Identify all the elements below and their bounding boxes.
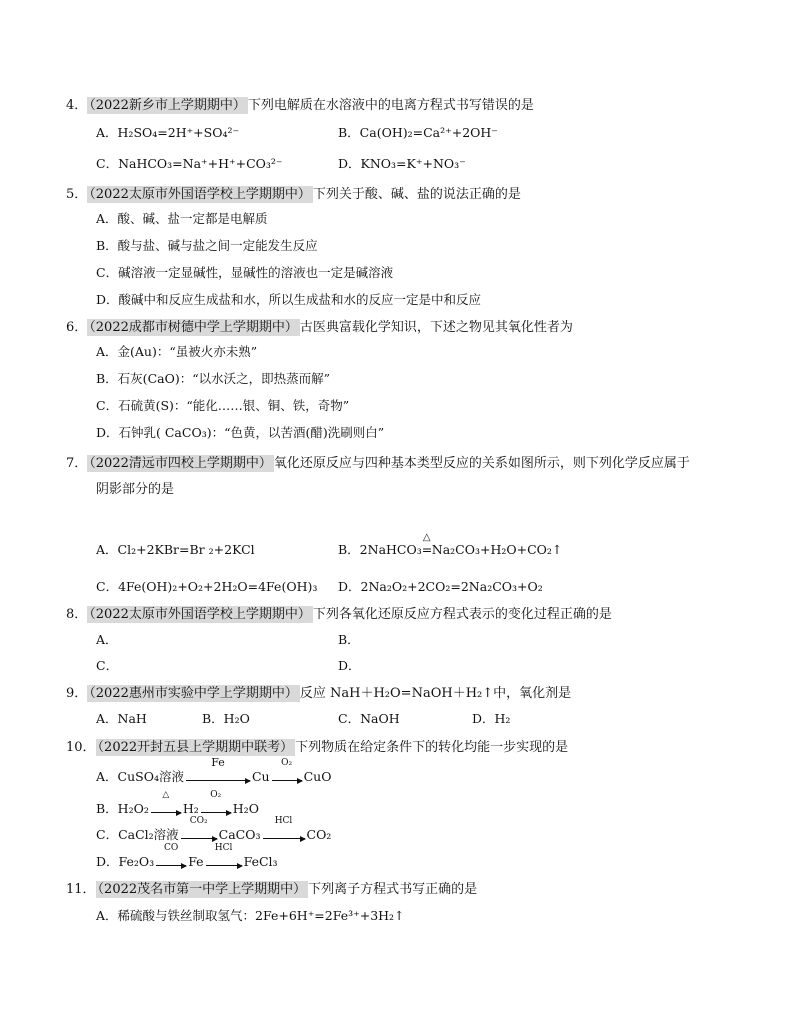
- question-source: （2022开封五县上学期期中联考）: [97, 740, 294, 755]
- reaction-arrow: O₂: [199, 801, 233, 816]
- question-9-stem: 9． （2022惠州市实验中学上学期期中） 反应 NaH＋H₂O=NaOH＋H₂↑中，氧化剂是: [66, 686, 572, 701]
- question-source: （2022惠州市实验中学上学期期中）: [89, 686, 298, 701]
- option-a: A．NaH: [96, 711, 147, 726]
- option-b: B．H₂O: [202, 711, 250, 726]
- reaction-arrow: HCl: [204, 854, 244, 869]
- option-c: C．NaHCO₃=Na⁺+H⁺+CO₃²⁻: [96, 156, 283, 171]
- question-source: （2022茂名市第一中学上学期期中）: [97, 882, 307, 897]
- option-b: B．2NaHCO₃ △ =Na₂CO₃+H₂O+CO₂↑: [338, 532, 563, 557]
- option-c: C．NaOH: [338, 711, 400, 726]
- option-c: C．: [96, 658, 119, 673]
- option-d: D．酸碱中和反应生成盐和水，所以生成盐和水的反应一定是中和反应: [96, 292, 482, 307]
- option-b: B．酸与盐、碱与盐之间一定能发生反应: [96, 238, 318, 253]
- question-source: （2022成都市树德中学上学期期中）: [89, 320, 298, 335]
- option-c: C．CaCl₂溶液 CO₂ CaCO₃ HCl CO₂: [96, 816, 332, 842]
- reaction-arrow: HCl: [261, 827, 307, 842]
- reaction-arrow: Fe: [184, 769, 252, 784]
- question-5-stem: 5． （2022太原市外国语学校上学期期中） 下列关于酸、碱、盐的说法正确的是: [66, 187, 521, 202]
- option-b: B．: [338, 632, 360, 647]
- option-c: C．4Fe(OH)₂+O₂+2H₂O=4Fe(OH)₃: [96, 579, 318, 594]
- reaction-arrow: △: [149, 801, 183, 816]
- option-a: A．金(Au)：“虽被火亦未熟”: [96, 344, 258, 359]
- option-d: D．: [338, 658, 361, 673]
- heat-equals-sign: △ =: [421, 532, 433, 557]
- option-c: C．石硫黄(S)：“能化……银、铜、铁，奇物”: [96, 398, 350, 413]
- question-source: （2022清远市四校上学期期中）: [89, 456, 272, 471]
- reaction-arrow: CO: [154, 854, 188, 869]
- option-a: A．酸、碱、盐一定都是电解质: [96, 211, 268, 226]
- question-4-stem: 4． （2022新乡市上学期期中） 下列电解质在水溶液中的电离方程式书写错误的是: [66, 98, 534, 113]
- option-d: D．Fe₂O₃ CO Fe HCl FeCl₃: [96, 843, 278, 869]
- option-a: A．: [96, 632, 118, 647]
- option-d: D．2Na₂O₂+2CO₂=2Na₂CO₃+O₂: [338, 579, 543, 594]
- reaction-arrow: O₂: [270, 769, 304, 784]
- question-7-stem: 7． （2022清远市四校上学期期中） 氧化还原反应与四种基本类型反应的关系如图所示，则下列化学反应属于: [66, 456, 690, 471]
- option-a: A．H₂SO₄=2H⁺+SO₄²⁻: [96, 125, 240, 140]
- option-a: A．CuSO₄溶液 Fe Cu O₂ CuO: [96, 756, 332, 784]
- question-7-stem-cont: 阴影部分的是: [96, 482, 175, 497]
- question-source: （2022太原市外国语学校上学期期中）: [89, 607, 311, 622]
- option-d: D．KNO₃=K⁺+NO₃⁻: [338, 156, 466, 171]
- question-source: （2022太原市外国语学校上学期期中）: [89, 187, 311, 202]
- option-b: B．石灰(CaO)：“以水沃之，即热蒸而解”: [96, 371, 330, 386]
- option-b: B．Ca(OH)₂=Ca²⁺+2OH⁻: [338, 125, 498, 140]
- question-6-stem: 6． （2022成都市树德中学上学期期中） 古医典富载化学知识，下述之物见其氧化性者为: [66, 320, 573, 335]
- question-source: （2022新乡市上学期期中）: [89, 98, 246, 113]
- question-11-stem: 11． （2022茂名市第一中学上学期期中） 下列离子方程式书写正确的是: [66, 882, 478, 897]
- question-8-stem: 8． （2022太原市外国语学校上学期期中） 下列各氧化还原反应方程式表示的变化过程正确的是: [66, 607, 612, 622]
- option-d: D．H₂: [472, 711, 511, 726]
- question-10-stem: 10． （2022开封五县上学期期中联考） 下列物质在给定条件下的转化均能一步实现的是: [66, 740, 569, 755]
- option-b: B．H₂O₂ △ H₂ O₂ H₂O: [96, 790, 259, 816]
- reaction-arrow: CO₂: [179, 827, 219, 842]
- option-d: D．石钟乳( CaCO₃)：“色黄，以苦酒(醋)洗刷则白”: [96, 425, 385, 440]
- option-c: C．碱溶液一定显碱性，显碱性的溶液也一定是碱溶液: [96, 265, 394, 280]
- option-a: A．Cl₂+2KBr=Br ₂+2KCl: [96, 542, 255, 557]
- option-a: A．稀硫酸与铁丝制取氢气：2Fe+6H⁺=2Fe³⁺+3H₂↑: [96, 908, 405, 923]
